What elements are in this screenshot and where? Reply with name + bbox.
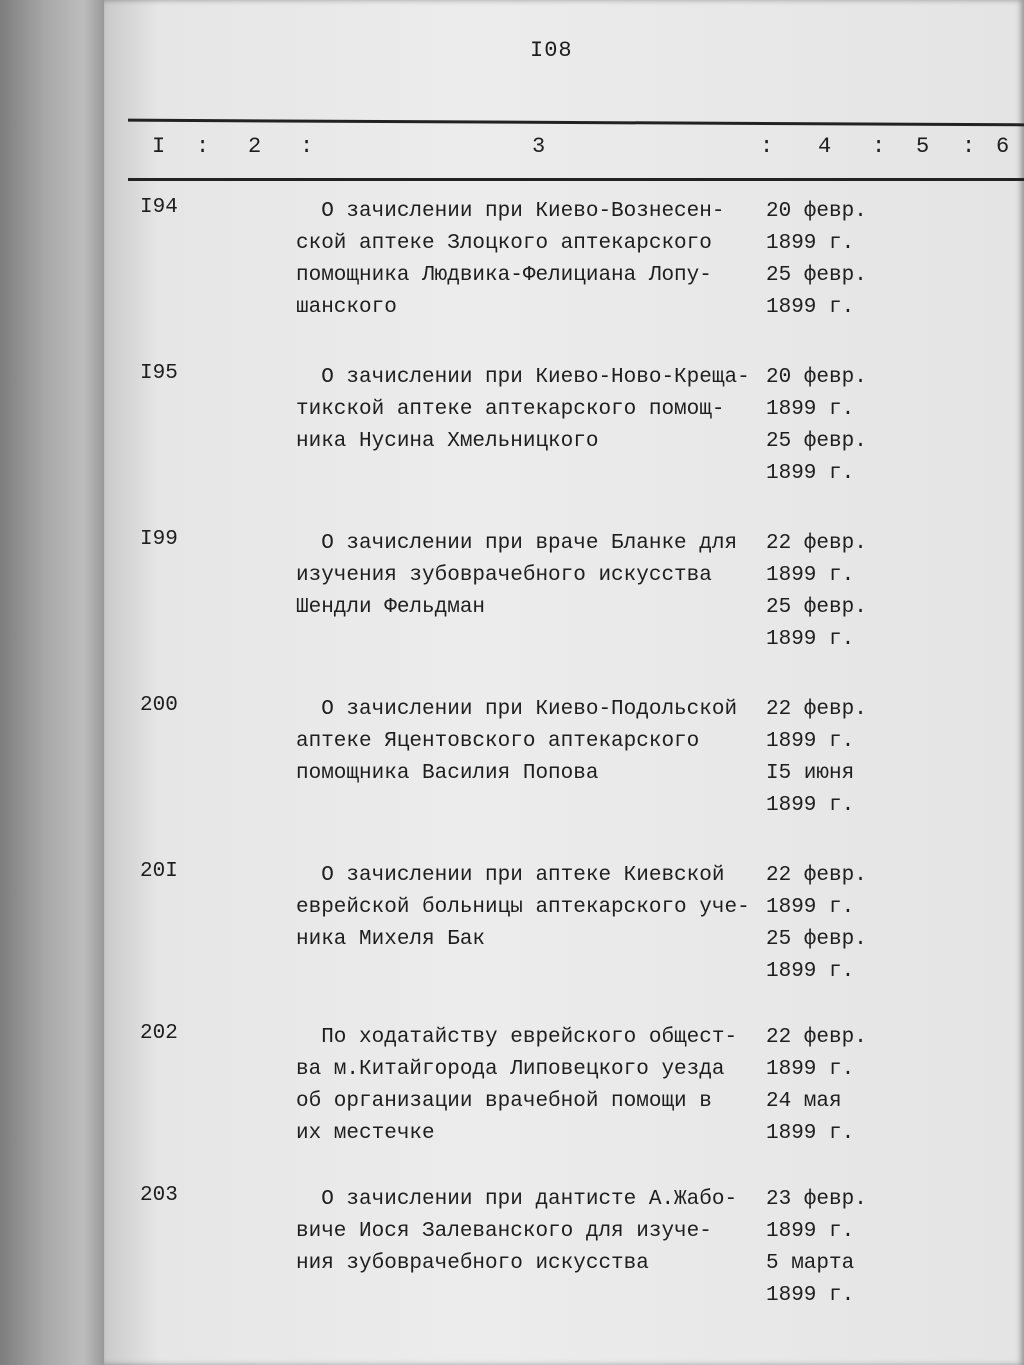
facing-page-edge <box>0 0 104 1365</box>
entry-number: 203 <box>140 1184 178 1207</box>
entry-number: I99 <box>140 528 178 551</box>
entry-dates: 23 февр. 1899 г. 5 марта 1899 г. <box>766 1188 867 1307</box>
column-header-3: 3 <box>532 134 546 159</box>
header-bottom-rule <box>128 178 1024 181</box>
column-header-6: 6 <box>996 134 1010 159</box>
column-header-2: 2 <box>248 134 262 159</box>
page-number: I08 <box>530 38 573 63</box>
column-separator: : <box>760 134 774 159</box>
entry-dates: 22 февр. 1899 г. 24 мая 1899 г. <box>766 1026 867 1145</box>
column-separator: : <box>962 134 976 159</box>
entry-dates: 20 февр. 1899 г. 25 февр. 1899 г. <box>766 366 867 485</box>
entry-dates: 22 февр. 1899 г. I5 июня 1899 г. <box>766 698 867 817</box>
entry-title: По ходатайству еврейского общест- ва м.Китайгорода Липовецкого уезда об организации врачебной помощи в их местечке <box>296 1026 738 1145</box>
column-separator: : <box>872 134 886 159</box>
column-separator: : <box>196 134 210 159</box>
entry-dates: 22 февр. 1899 г. 25 февр. 1899 г. <box>766 864 867 983</box>
entry-title: О зачислении при Киево-Подольской аптеке Яцентовского аптекарского помощника Василия Попова <box>296 698 738 785</box>
column-header-4: 4 <box>818 134 832 159</box>
entry-title: О зачислении при дантисте А.Жабо- виче Иося Залеванского для изуче- ния зубоврачебного искусства <box>296 1188 738 1275</box>
entry-dates: 20 февр. 1899 г. 25 февр. 1899 г. <box>766 200 867 319</box>
entry-dates: 22 февр. 1899 г. 25 февр. 1899 г. <box>766 532 867 651</box>
entry-title: О зачислении при Киево-Ново-Креща- тикской аптеке аптекарского помощ- ника Нусина Хмельницкого <box>296 366 750 453</box>
entry-title: О зачислении при враче Бланке для изучения зубоврачебного искусства Шендли Фельдман <box>296 532 738 619</box>
entry-number: I94 <box>140 196 178 219</box>
column-header-1: I <box>152 134 166 159</box>
entry-title: О зачислении при аптеке Киевской еврейской больницы аптекарского уче- ника Михеля Бак <box>296 864 750 951</box>
entry-title: О зачислении при Киево-Вознесен- ской аптеке Злоцкого аптекарского помощника Людвика-Фелициана Лопу- шанского <box>296 200 725 319</box>
column-header-5: 5 <box>916 134 930 159</box>
column-separator: : <box>300 134 314 159</box>
entry-number: 20I <box>140 860 178 883</box>
entry-number: 202 <box>140 1022 178 1045</box>
entry-number: 200 <box>140 694 178 717</box>
entry-number: I95 <box>140 362 178 385</box>
